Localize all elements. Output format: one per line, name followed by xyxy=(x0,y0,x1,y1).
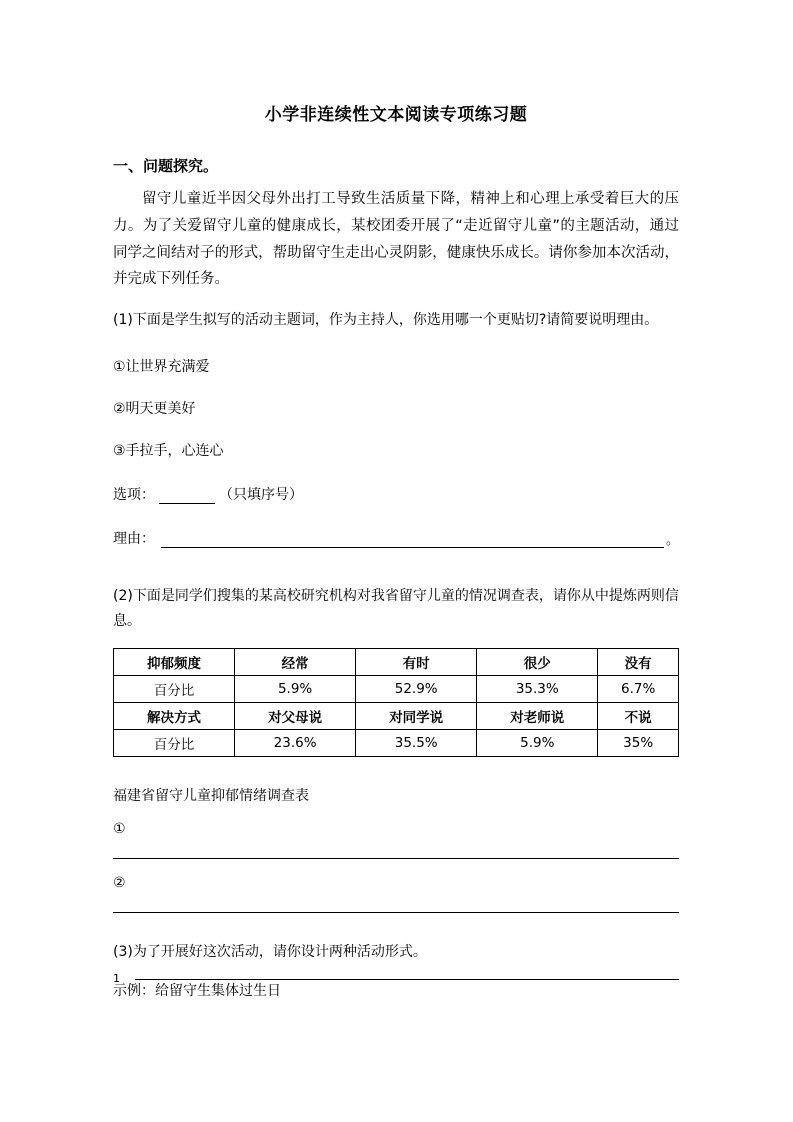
answer-line-1[interactable] xyxy=(113,857,679,859)
page-footer xyxy=(113,972,679,985)
option-1: ①让世界充满爱 xyxy=(113,358,210,375)
cell: 35.5% xyxy=(356,730,477,757)
cell: 很少 xyxy=(477,649,598,676)
option-2: ②明天更美好 xyxy=(113,400,196,417)
cell: 经常 xyxy=(235,649,356,676)
answer-line-2[interactable] xyxy=(113,911,679,913)
cell: 35.3% xyxy=(477,676,598,703)
cell: 35% xyxy=(598,730,679,757)
table-row xyxy=(114,703,679,730)
table-caption: 福建省留守儿童抑郁情绪调查表 xyxy=(113,788,309,805)
row-header: 百分比 xyxy=(114,676,235,703)
cell: 6.7% xyxy=(598,676,679,703)
choice-label: 选项： xyxy=(113,486,155,503)
cell: 对同学说 xyxy=(356,703,477,730)
cell: 5.9% xyxy=(477,730,598,757)
cell: 有时 xyxy=(356,649,477,676)
choice-blank[interactable] xyxy=(159,489,215,504)
page-number: 1 xyxy=(113,972,120,985)
row-header: 解决方式 xyxy=(114,703,235,730)
question-3: (3)为了开展好这次活动，请你设计两种活动形式。 xyxy=(113,944,427,961)
choice-answer-row xyxy=(113,484,679,504)
cell: 23.6% xyxy=(235,730,356,757)
footer-rule xyxy=(135,978,679,980)
option-3: ③手拉手，心连心 xyxy=(113,442,224,459)
page-title: 小学非连续性文本阅读专项练习题 xyxy=(264,105,528,125)
table-row xyxy=(114,730,679,757)
cell: 对老师说 xyxy=(477,703,598,730)
cell: 52.9% xyxy=(356,676,477,703)
cell: 对父母说 xyxy=(235,703,356,730)
reason-answer-row xyxy=(113,528,679,548)
reason-label: 理由： xyxy=(113,530,155,547)
cell: 不说 xyxy=(598,703,679,730)
table-row xyxy=(114,676,679,703)
answer-marker-2: ② xyxy=(113,875,126,892)
reason-blank[interactable] xyxy=(161,532,664,548)
row-header: 抑郁频度 xyxy=(114,649,235,676)
survey-table xyxy=(113,648,679,757)
answer-marker-1: ① xyxy=(113,821,126,838)
cell: 5.9% xyxy=(235,676,356,703)
question-1: (1)下面是学生拟写的活动主题词，作为主持人，你选用哪一个更贴切?请简要说明理由。 xyxy=(113,312,659,329)
question-2: (2)下面是同学们搜集的某高校研究机构对我省留守儿童的情况调查表，请你从中提炼两则信息。 xyxy=(113,587,679,630)
reason-tail: 。 xyxy=(665,532,679,548)
table-row xyxy=(114,649,679,676)
intro-paragraph: 留守儿童近半因父母外出打工导致生活质量下降，精神上和心理上承受着巨大的压力。为了关爱留守儿童的健康成长，某校团委开展了“走近留守儿童”的主题活动，通过同学之间结对子的形式，帮助留守生走出心灵阴影，健康快乐成长。请你参加本次活动，并完成下列任务。 xyxy=(113,191,679,288)
question-3-example: 示例：给留守生集体过生日 xyxy=(113,982,281,999)
cell: 没有 xyxy=(598,649,679,676)
document-body xyxy=(113,0,679,1014)
choice-hint: （只填序号） xyxy=(219,486,303,503)
section-heading: 一、问题探究。 xyxy=(113,157,219,175)
row-header: 百分比 xyxy=(114,730,235,757)
